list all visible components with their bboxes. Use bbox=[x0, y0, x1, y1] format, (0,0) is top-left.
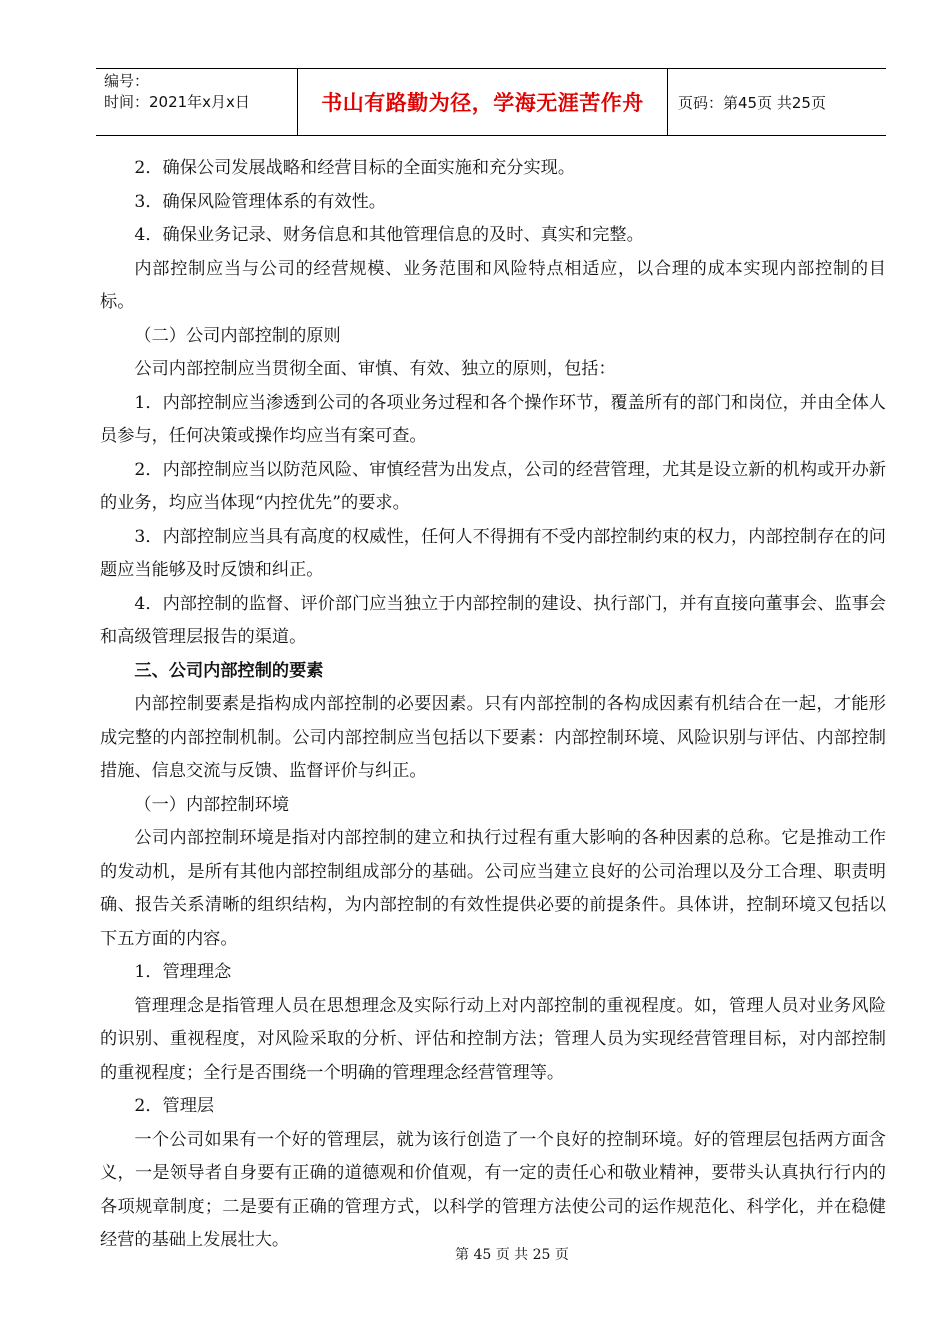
paragraph: （一）内部控制环境 bbox=[134, 794, 290, 815]
paragraph: （二）公司内部控制的原则 bbox=[134, 325, 341, 346]
header-motto: 书山有路勤为径，学海无涯苦作舟 bbox=[298, 69, 668, 135]
paragraph: 公司内部控制环境是指对内部控制的建立和执行过程有重大影响的各种因素的总称。它是推动工作的发动机，是所有其他内部控制组成部分的基础。公司应当建立良好的公司治理以及分工合理、职责明确、报告关系清晰的组织结构，为内部控制的有效性提供必要的前提条件。具体讲，控制环境又包括以下五方面的内容。 bbox=[100, 828, 886, 949]
paragraph: 4．确保业务记录、财务信息和其他管理信息的及时、真实和完整。 bbox=[134, 225, 644, 245]
paragraph: 1．内部控制应当渗透到公司的各项业务过程和各个操作环节，覆盖所有的部门和岗位，并由全体人员参与，任何决策或操作均应当有案可查。 bbox=[100, 392, 886, 446]
paragraph: 管理理念是指管理人员在思想理念及实际行动上对内部控制的重视程度。如，管理人员对业务风险的识别、重视程度，对风险采取的分析、评估和控制方法；管理人员为实现经营管理目标，对内部控制的重视程度；全行是否围绕一个明确的管理理念经营管理等。 bbox=[100, 995, 886, 1083]
page-footer: 第 45 页 共 25 页 bbox=[455, 1247, 569, 1263]
time-label: 时间：2021年x月x日 bbox=[104, 93, 250, 111]
paragraph: 内部控制应当与公司的经营规模、业务范围和风险特点相适应，以合理的成本实现内部控制的目标。 bbox=[100, 258, 886, 312]
header-meta bbox=[96, 69, 298, 135]
paragraph: 公司内部控制应当贯彻全面、审慎、有效、独立的原则，包括： bbox=[134, 359, 616, 379]
paragraph: 4．内部控制的监督、评价部门应当独立于内部控制的建设、执行部门，并有直接向董事会、监事会和高级管理层报告的渠道。 bbox=[100, 593, 886, 647]
paragraph: 2．内部控制应当以防范风险、审慎经营为出发点，公司的经营管理，尤其是设立新的机构或开办新的业务，均应当体现“内控优先”的要求。 bbox=[100, 459, 886, 513]
paragraph: 2．管理层 bbox=[134, 1096, 215, 1116]
paragraph: 1．管理理念 bbox=[134, 962, 232, 982]
paragraph: 2．确保公司发展战略和经营目标的全面实施和充分实现。 bbox=[134, 158, 576, 178]
document-body bbox=[100, 152, 886, 1258]
paragraph: 3．内部控制应当具有高度的权威性，任何人不得拥有不受内部控制约束的权力，内部控制存在的问题应当能够及时反馈和纠正。 bbox=[100, 526, 886, 580]
document-header bbox=[96, 68, 886, 136]
section-heading: 三、公司内部控制的要素 bbox=[134, 660, 324, 681]
paragraph: 3．确保风险管理体系的有效性。 bbox=[134, 191, 386, 212]
number-label: 编号： bbox=[104, 72, 150, 90]
paragraph: 内部控制要素是指构成内部控制的必要因素。只有内部控制的各构成因素有机结合在一起，才能形成完整的内部控制机制。公司内部控制应当包括以下要素：内部控制环境、风险识别与评估、内部控制措施、信息交流与反馈、监督评价与纠正。 bbox=[100, 694, 886, 781]
paragraph: 一个公司如果有一个好的管理层，就为该行创造了一个良好的控制环境。好的管理层包括两方面含义，一是领导者自身要有正确的道德观和价值观，有一定的责任心和敬业精神，要带头认真执行行内的各项规章制度；二是要有正确的管理方式，以科学的管理方法使公司的运作规范化、科学化，并在稳健经营的基础上发展壮大。 bbox=[100, 1129, 886, 1250]
header-page-code: 页码：第45页 共25页 bbox=[678, 93, 826, 112]
